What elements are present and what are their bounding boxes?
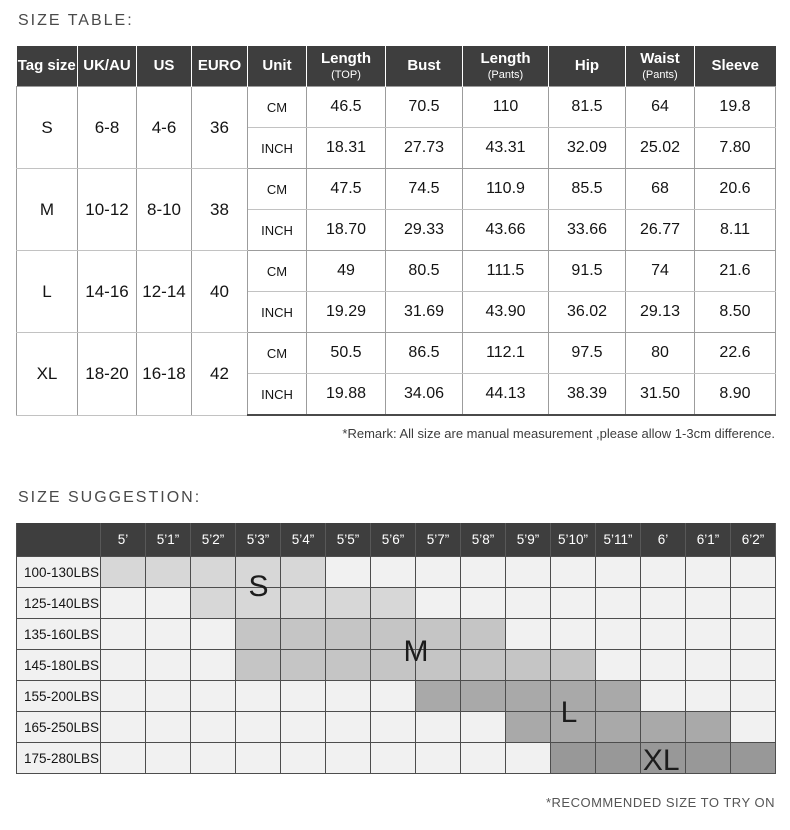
cell-xl-cm-5: 22.6 bbox=[695, 333, 776, 374]
height-header-13: 6’1” bbox=[686, 523, 731, 556]
suggestion-cell bbox=[371, 587, 416, 618]
height-header-6: 5’6” bbox=[371, 523, 416, 556]
suggestion-cell bbox=[596, 587, 641, 618]
suggestion-cell bbox=[506, 587, 551, 618]
suggestion-cell bbox=[551, 711, 596, 742]
suggestion-cell bbox=[641, 618, 686, 649]
cell-m-inch-2: 43.66 bbox=[463, 210, 549, 251]
suggestion-cell bbox=[326, 680, 371, 711]
weight-label-2: 135-160LBS bbox=[17, 618, 101, 649]
col-header-label: Bust bbox=[407, 56, 441, 74]
cell-s-cm-1: 70.5 bbox=[386, 87, 463, 128]
size-row-xl-cm bbox=[17, 333, 776, 374]
cell-l-unit-cm: CM bbox=[248, 251, 307, 292]
weight-label-1: 125-140LBS bbox=[17, 587, 101, 618]
cell-s-inch-0: 18.31 bbox=[307, 128, 386, 169]
suggestion-cell bbox=[461, 742, 506, 773]
cell-xl-unit-inch: INCH bbox=[248, 374, 307, 416]
suggestion-cell bbox=[146, 742, 191, 773]
recommended-size-note: *RECOMMENDED SIZE TO TRY ON bbox=[545, 795, 775, 810]
suggestion-cell bbox=[326, 556, 371, 587]
cell-m-unit-cm: CM bbox=[248, 169, 307, 210]
weight-label-5: 165-250LBS bbox=[17, 711, 101, 742]
cell-xl-cm-3: 97.5 bbox=[549, 333, 626, 374]
suggestion-cell bbox=[146, 618, 191, 649]
col-header-tag-size bbox=[17, 46, 78, 87]
suggestion-cell bbox=[236, 711, 281, 742]
suggestion-cell bbox=[191, 587, 236, 618]
suggestion-cell bbox=[551, 556, 596, 587]
height-header-4: 5’4” bbox=[281, 523, 326, 556]
grid-corner-cell bbox=[17, 523, 101, 556]
suggestion-cell bbox=[236, 680, 281, 711]
cell-l-cm-4: 74 bbox=[626, 251, 695, 292]
suggestion-cell bbox=[326, 618, 371, 649]
suggestion-cell bbox=[146, 649, 191, 680]
col-header-label: Length bbox=[480, 50, 531, 68]
col-header-sleeve bbox=[695, 46, 776, 87]
col-header-unit bbox=[248, 46, 307, 87]
suggestion-cell bbox=[416, 742, 461, 773]
size-table-body bbox=[17, 87, 776, 416]
band-letter-s: S bbox=[248, 570, 269, 603]
cell-xl-inch-1: 34.06 bbox=[386, 374, 463, 416]
cell-m-euro: 38 bbox=[192, 169, 248, 251]
suggestion-cell bbox=[326, 587, 371, 618]
cell-xl-inch-3: 38.39 bbox=[549, 374, 626, 416]
cell-xl-us: 16-18 bbox=[137, 333, 192, 416]
cell-m-us: 8-10 bbox=[137, 169, 192, 251]
suggestion-cell bbox=[416, 556, 461, 587]
suggestion-cell bbox=[371, 742, 416, 773]
col-header-label: Length bbox=[321, 50, 371, 68]
suggestion-cell bbox=[641, 587, 686, 618]
cell-l-inch-4: 29.13 bbox=[626, 292, 695, 333]
suggestion-cell bbox=[596, 742, 641, 773]
suggestion-cell bbox=[326, 742, 371, 773]
cell-l-cm-2: 111.5 bbox=[463, 251, 549, 292]
suggestion-cell bbox=[101, 556, 146, 587]
cell-l-uk-au: 14-16 bbox=[78, 251, 137, 333]
cell-s-euro: 36 bbox=[192, 87, 248, 169]
cell-l-euro: 40 bbox=[192, 251, 248, 333]
weight-label-6: 175-280LBS bbox=[17, 742, 101, 773]
suggestion-cell bbox=[101, 649, 146, 680]
suggestion-cell bbox=[191, 649, 236, 680]
col-header-label: Unit bbox=[262, 56, 292, 74]
suggestion-cell bbox=[281, 742, 326, 773]
suggestion-cell bbox=[596, 618, 641, 649]
col-header-label: Hip bbox=[574, 56, 600, 74]
cell-xl-cm-0: 50.5 bbox=[307, 333, 386, 374]
suggestion-cell bbox=[191, 680, 236, 711]
suggestion-cell bbox=[281, 618, 326, 649]
suggestion-cell bbox=[686, 742, 731, 773]
suggestion-cell bbox=[326, 711, 371, 742]
height-header-2: 5’2” bbox=[191, 523, 236, 556]
cell-s-inch-2: 43.31 bbox=[463, 128, 549, 169]
cell-xl-cm-2: 112.1 bbox=[463, 333, 549, 374]
suggestion-cell bbox=[731, 618, 776, 649]
height-header-10: 5’10” bbox=[551, 523, 596, 556]
cell-xl-cm-1: 86.5 bbox=[386, 333, 463, 374]
weight-label-4: 155-200LBS bbox=[17, 680, 101, 711]
height-header-12: 6’ bbox=[641, 523, 686, 556]
height-header-5: 5’5” bbox=[326, 523, 371, 556]
suggestion-cell bbox=[641, 711, 686, 742]
col-header-waist bbox=[626, 46, 695, 87]
cell-m-cm-5: 20.6 bbox=[695, 169, 776, 210]
suggestion-cell bbox=[281, 711, 326, 742]
cell-xl-unit-cm: CM bbox=[248, 333, 307, 374]
cell-s-uk-au: 6-8 bbox=[78, 87, 137, 169]
suggestion-cell bbox=[191, 742, 236, 773]
suggestion-cell bbox=[416, 618, 461, 649]
cell-m-inch-1: 29.33 bbox=[386, 210, 463, 251]
suggestion-cell bbox=[371, 556, 416, 587]
cell-xl-uk-au: 18-20 bbox=[78, 333, 137, 416]
col-header-bust bbox=[386, 46, 463, 87]
suggestion-cell bbox=[146, 711, 191, 742]
col-header-sublabel: (Pants) bbox=[487, 68, 524, 81]
suggestion-cell bbox=[461, 680, 506, 711]
col-header-uk-au bbox=[78, 46, 137, 87]
suggestion-cell bbox=[371, 711, 416, 742]
cell-s-unit-cm: CM bbox=[248, 87, 307, 128]
band-letter-xl: XL bbox=[642, 743, 680, 777]
suggestion-cell bbox=[236, 742, 281, 773]
suggestion-cell bbox=[461, 556, 506, 587]
suggestion-cell bbox=[686, 649, 731, 680]
suggestion-cell bbox=[596, 680, 641, 711]
cell-m-cm-3: 85.5 bbox=[549, 169, 626, 210]
suggestion-cell bbox=[596, 649, 641, 680]
col-header-euro bbox=[192, 46, 248, 87]
cell-s-cm-0: 46.5 bbox=[307, 87, 386, 128]
col-header-label: UK/AU bbox=[83, 56, 131, 74]
cell-s-tag: S bbox=[17, 87, 78, 169]
col-header-length bbox=[463, 46, 549, 87]
cell-m-cm-2: 110.9 bbox=[463, 169, 549, 210]
cell-xl-inch-4: 31.50 bbox=[626, 374, 695, 416]
suggestion-cell bbox=[731, 711, 776, 742]
suggestion-cell bbox=[686, 711, 731, 742]
cell-s-cm-2: 110 bbox=[463, 87, 549, 128]
height-header-3: 5’3” bbox=[236, 523, 281, 556]
header-row bbox=[17, 46, 776, 87]
cell-m-cm-1: 74.5 bbox=[386, 169, 463, 210]
cell-xl-tag: XL bbox=[17, 333, 78, 416]
col-header-sublabel: (TOP) bbox=[331, 68, 361, 81]
cell-l-unit-inch: INCH bbox=[248, 292, 307, 333]
suggestion-cell bbox=[641, 742, 686, 773]
suggestion-cell bbox=[371, 649, 416, 680]
cell-s-us: 4-6 bbox=[137, 87, 192, 169]
suggestion-cell bbox=[191, 556, 236, 587]
cell-l-inch-1: 31.69 bbox=[386, 292, 463, 333]
suggestion-cell bbox=[596, 711, 641, 742]
size-suggestion-title: SIZE SUGGESTION: bbox=[18, 489, 202, 506]
suggestion-cell bbox=[551, 587, 596, 618]
suggestion-cell bbox=[371, 680, 416, 711]
cell-m-inch-3: 33.66 bbox=[549, 210, 626, 251]
suggestion-cell bbox=[281, 556, 326, 587]
suggestion-cell bbox=[506, 680, 551, 711]
band-letter-m: M bbox=[403, 635, 429, 669]
cell-l-inch-2: 43.90 bbox=[463, 292, 549, 333]
cell-l-tag: L bbox=[17, 251, 78, 333]
size-table-title: SIZE TABLE: bbox=[18, 12, 134, 29]
suggestion-cell bbox=[686, 556, 731, 587]
suggestion-cell bbox=[506, 618, 551, 649]
suggestion-cell bbox=[236, 649, 281, 680]
height-header-11: 5’11” bbox=[596, 523, 641, 556]
suggestion-cell bbox=[101, 711, 146, 742]
size-suggestion-grid bbox=[16, 523, 776, 777]
suggestion-cell bbox=[461, 711, 506, 742]
suggestion-cell bbox=[101, 587, 146, 618]
cell-s-inch-3: 32.09 bbox=[549, 128, 626, 169]
suggestion-cell bbox=[236, 556, 281, 587]
col-header-label: Tag size bbox=[17, 56, 76, 74]
suggestion-cell bbox=[281, 649, 326, 680]
cell-s-inch-4: 25.02 bbox=[626, 128, 695, 169]
suggestion-cell bbox=[191, 711, 236, 742]
suggestion-cell bbox=[146, 680, 191, 711]
cell-l-us: 12-14 bbox=[137, 251, 192, 333]
cell-l-cm-0: 49 bbox=[307, 251, 386, 292]
cell-xl-inch-5: 8.90 bbox=[695, 374, 776, 416]
col-header-length bbox=[307, 46, 386, 87]
suggestion-cell bbox=[101, 742, 146, 773]
cell-m-inch-0: 18.70 bbox=[307, 210, 386, 251]
suggestion-cell bbox=[461, 618, 506, 649]
suggestion-cell bbox=[731, 556, 776, 587]
size-row-s-cm bbox=[17, 87, 776, 128]
suggestion-cell bbox=[101, 618, 146, 649]
suggestion-cell bbox=[146, 556, 191, 587]
suggestion-cell bbox=[281, 587, 326, 618]
suggestion-cell bbox=[686, 680, 731, 711]
cell-s-cm-5: 19.8 bbox=[695, 87, 776, 128]
cell-l-cm-3: 91.5 bbox=[549, 251, 626, 292]
suggestion-cell bbox=[371, 618, 416, 649]
suggestion-cell bbox=[686, 587, 731, 618]
suggestion-cell bbox=[551, 680, 596, 711]
suggestion-cell bbox=[731, 680, 776, 711]
suggestion-cell bbox=[236, 618, 281, 649]
col-header-sublabel: (Pants) bbox=[642, 68, 678, 81]
suggestion-cell bbox=[461, 587, 506, 618]
cell-l-inch-0: 19.29 bbox=[307, 292, 386, 333]
cell-s-inch-1: 27.73 bbox=[386, 128, 463, 169]
col-header-label: Sleeve bbox=[711, 56, 760, 74]
height-header-9: 5’9” bbox=[506, 523, 551, 556]
suggestion-cell bbox=[551, 618, 596, 649]
cell-xl-cm-4: 80 bbox=[626, 333, 695, 374]
suggestion-cell bbox=[731, 649, 776, 680]
cell-xl-inch-2: 44.13 bbox=[463, 374, 549, 416]
cell-s-inch-5: 7.80 bbox=[695, 128, 776, 169]
height-header-0: 5’ bbox=[101, 523, 146, 556]
suggestion-cell bbox=[596, 556, 641, 587]
suggestion-cell bbox=[506, 742, 551, 773]
suggestion-cell bbox=[641, 649, 686, 680]
cell-s-cm-3: 81.5 bbox=[549, 87, 626, 128]
size-row-l-cm bbox=[17, 251, 776, 292]
size-table-header bbox=[17, 46, 776, 87]
band-letter-l: L bbox=[560, 695, 578, 729]
weight-label-3: 145-180LBS bbox=[17, 649, 101, 680]
suggestion-cell bbox=[416, 649, 461, 680]
cell-l-inch-3: 36.02 bbox=[549, 292, 626, 333]
suggestion-cell bbox=[551, 649, 596, 680]
cell-xl-inch-0: 19.88 bbox=[307, 374, 386, 416]
size-row-m-cm bbox=[17, 169, 776, 210]
suggestion-cell bbox=[461, 649, 506, 680]
suggestion-cell bbox=[731, 587, 776, 618]
cell-l-cm-1: 80.5 bbox=[386, 251, 463, 292]
cell-m-uk-au: 10-12 bbox=[78, 169, 137, 251]
cell-s-cm-4: 64 bbox=[626, 87, 695, 128]
suggestion-cell bbox=[416, 680, 461, 711]
cell-s-unit-inch: INCH bbox=[248, 128, 307, 169]
suggestion-cell bbox=[641, 556, 686, 587]
height-header-8: 5’8” bbox=[461, 523, 506, 556]
cell-l-cm-5: 21.6 bbox=[695, 251, 776, 292]
cell-m-inch-5: 8.11 bbox=[695, 210, 776, 251]
col-header-hip bbox=[549, 46, 626, 87]
cell-l-inch-5: 8.50 bbox=[695, 292, 776, 333]
col-header-us bbox=[137, 46, 192, 87]
suggestion-cell bbox=[731, 742, 776, 773]
cell-xl-euro: 42 bbox=[192, 333, 248, 416]
suggestion-cell bbox=[506, 649, 551, 680]
suggestion-cell bbox=[326, 649, 371, 680]
suggestion-cell bbox=[236, 587, 281, 618]
suggestion-cell bbox=[416, 711, 461, 742]
suggestion-cell bbox=[506, 556, 551, 587]
suggestion-cell bbox=[191, 618, 236, 649]
suggestion-cell bbox=[416, 587, 461, 618]
height-header-7: 5’7” bbox=[416, 523, 461, 556]
suggestion-cell bbox=[281, 680, 326, 711]
col-header-label: US bbox=[153, 56, 175, 74]
cell-m-tag: M bbox=[17, 169, 78, 251]
height-header-1: 5’1” bbox=[146, 523, 191, 556]
cell-m-inch-4: 26.77 bbox=[626, 210, 695, 251]
suggestion-cell bbox=[641, 680, 686, 711]
suggestion-cell bbox=[686, 618, 731, 649]
suggestion-cell bbox=[506, 711, 551, 742]
suggestion-cell bbox=[551, 742, 596, 773]
size-table bbox=[16, 46, 776, 416]
cell-m-unit-inch: INCH bbox=[248, 210, 307, 251]
suggestion-cell bbox=[146, 587, 191, 618]
cell-m-cm-0: 47.5 bbox=[307, 169, 386, 210]
size-table-remark: *Remark: All size are manual measurement ,please allow 1-3cm difference. bbox=[342, 426, 775, 441]
height-header-14: 6’2” bbox=[731, 523, 776, 556]
col-header-label: Waist bbox=[640, 50, 680, 68]
weight-label-0: 100-130LBS bbox=[17, 556, 101, 587]
col-header-label: EURO bbox=[197, 56, 242, 74]
suggestion-cell bbox=[101, 680, 146, 711]
cell-m-cm-4: 68 bbox=[626, 169, 695, 210]
